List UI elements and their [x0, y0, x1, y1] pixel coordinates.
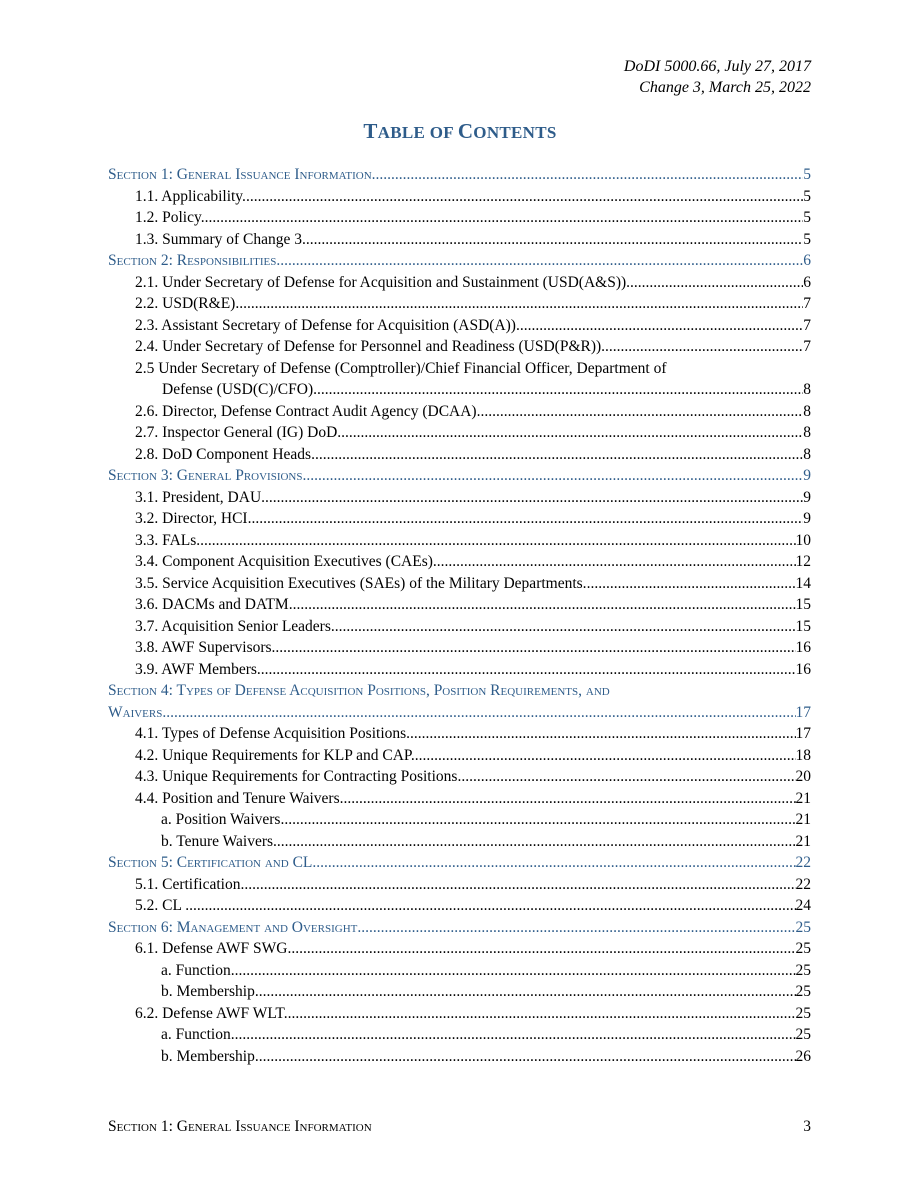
toc-title-t: T — [363, 119, 378, 143]
toc-entry-4-2[interactable]: 4.2. Unique Requirements for KLP and CAP. ..... 18 — [108, 745, 811, 767]
toc-entry-1-1[interactable]: 1.1. Applicability. ..... 5 — [108, 186, 811, 208]
toc-entry-1-2[interactable]: 1.2. Policy. ..... 5 — [108, 207, 811, 229]
toc-entry-2-3[interactable]: 2.3. Assistant Secretary of Defense for Acquisition (ASD(A)). ..... 7 — [108, 315, 811, 337]
footer-section: Section 1: General Issuance Information — [108, 1118, 372, 1135]
toc-entry-3-4[interactable]: 3.4. Component Acquisition Executives (CAEs). ..... 12 — [108, 551, 811, 573]
toc-section-4[interactable]: Section 4: Types of Defense Acquisition Positions, Position Requirements, and Waivers ..... 17 — [108, 680, 811, 723]
toc-entry-3-8[interactable]: 3.8. AWF Supervisors. ..... 16 — [108, 637, 811, 659]
toc-entry-3-9[interactable]: 3.9. AWF Members. ..... 16 — [108, 659, 811, 681]
toc-entry-1-3[interactable]: 1.3. Summary of Change 3. ..... 5 — [108, 229, 811, 251]
toc-entry-5-1[interactable]: 5.1. Certification. ..... 22 — [108, 874, 811, 896]
toc-entry-2-1[interactable]: 2.1. Under Secretary of Defense for Acquisition and Sustainment (USD(A&S)) ..... 6 — [108, 272, 811, 294]
toc-entry-3-7[interactable]: 3.7. Acquisition Senior Leaders. ..... 15 — [108, 616, 811, 638]
footer-page-number: 3 — [803, 1118, 811, 1135]
toc-section-5[interactable]: Section 5: Certification and CL ..... 22 — [108, 852, 811, 874]
toc-entry-3-1[interactable]: 3.1. President, DAU. ..... 9 — [108, 487, 811, 509]
toc-entry-6-1[interactable]: 6.1. Defense AWF SWG. ..... 25 — [108, 938, 811, 960]
toc-entry-2-5[interactable]: 2.5 Under Secretary of Defense (Comptroller)/Chief Financial Officer, Department of Defense (USD(C)/CFO) ..... 8 — [108, 358, 811, 401]
header-doc-id: DoDI 5000.66, July 27, 2017 — [623, 58, 811, 75]
toc-section-2[interactable]: Section 2: Responsibilities ..... 6 — [108, 250, 811, 272]
header-change: Change 3, March 25, 2022 — [639, 79, 811, 96]
toc-title-c-rest: ONTENTS — [473, 123, 557, 142]
toc-entry-2-4[interactable]: 2.4. Under Secretary of Defense for Personnel and Readiness (USD(P&R)). ..... 7 — [108, 336, 811, 358]
toc-entry-2-8[interactable]: 2.8. DoD Component Heads. ..... 8 — [108, 444, 811, 466]
toc-entry-3-5[interactable]: 3.5. Service Acquisition Executives (SAEs) of the Military Departments. ..... 14 — [108, 573, 811, 595]
toc-entry-4-3[interactable]: 4.3. Unique Requirements for Contracting Positions. ..... 20 — [108, 766, 811, 788]
document-header — [624, 56, 811, 98]
toc-entry-6-1-a[interactable]: a. Function. ..... 25 — [108, 960, 811, 982]
toc-entry-2-7[interactable]: 2.7. Inspector General (IG) DoD. ..... 8 — [108, 422, 811, 444]
toc-section-6[interactable]: Section 6: Management and Oversight ..... 25 — [108, 917, 811, 939]
toc-title-c: C — [457, 119, 474, 143]
toc-entry-6-2-b[interactable]: b. Membership. ..... 26 — [108, 1046, 811, 1068]
toc-entry-3-3[interactable]: 3.3. FALs. ..... 10 — [108, 530, 811, 552]
toc-entry-3-2[interactable]: 3.2. Director, HCI. ..... 9 — [108, 508, 811, 530]
toc-entry-4-4-a[interactable]: a. Position Waivers. ..... 21 — [108, 809, 811, 831]
table-of-contents — [108, 164, 811, 1067]
toc-entry-2-6[interactable]: 2.6. Director, Defense Contract Audit Agency (DCAA). ..... 8 — [108, 401, 811, 423]
toc-section-1[interactable]: Section 1: General Issuance Information ..... 5 — [108, 164, 811, 186]
toc-entry-4-4[interactable]: 4.4. Position and Tenure Waivers. ..... 21 — [108, 788, 811, 810]
toc-title — [0, 119, 920, 144]
toc-entry-5-2[interactable]: 5.2. CL . ..... 24 — [108, 895, 811, 917]
toc-entry-4-4-b[interactable]: b. Tenure Waivers. ..... 21 — [108, 831, 811, 853]
toc-entry-6-2[interactable]: 6.2. Defense AWF WLT. ..... 25 — [108, 1003, 811, 1025]
toc-section-3[interactable]: Section 3: General Provisions ..... 9 — [108, 465, 811, 487]
toc-entry-6-1-b[interactable]: b. Membership. ..... 25 — [108, 981, 811, 1003]
toc-entry-3-6[interactable]: 3.6. DACMs and DATM. ..... 15 — [108, 594, 811, 616]
toc-entry-4-1[interactable]: 4.1. Types of Defense Acquisition Positions. ..... 17 — [108, 723, 811, 745]
document-footer — [108, 1118, 811, 1136]
toc-title-t-rest: ABLE OF — [377, 123, 458, 142]
toc-entry-2-2[interactable]: 2.2. USD(R&E) ..... 7 — [108, 293, 811, 315]
toc-entry-6-2-a[interactable]: a. Function. ..... 25 — [108, 1024, 811, 1046]
